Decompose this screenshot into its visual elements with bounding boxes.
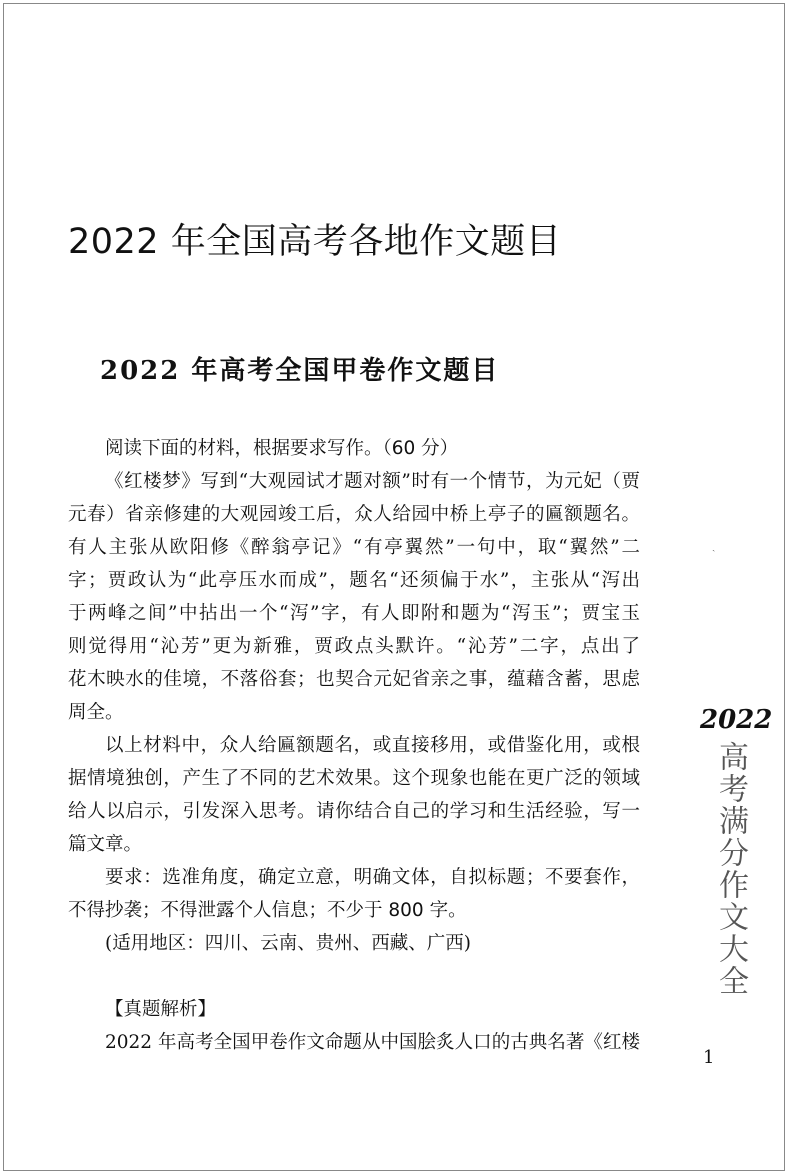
text-line: 要求：选准角度，确定立意，明确文体，自拟标题；不要套作，	[105, 867, 640, 888]
text-line: 元春）省亲修建的大观园竣工后，众人给园中桥上亭子的匾额题名。	[68, 504, 640, 525]
applicable-regions: (适用地区：四川、云南、贵州、西藏、广西)	[105, 933, 471, 954]
text-line: 篇文章。	[68, 834, 143, 855]
side-banner-text: 高考满分作文大全	[713, 741, 748, 997]
scan-mark: ˏ	[712, 541, 716, 552]
text-line: 据情境独创，产生了不同的艺术效果。这个现象也能在更广泛的领域	[68, 768, 640, 789]
paragraph-2	[68, 729, 640, 861]
page-number: 1	[703, 1047, 715, 1068]
text-line: 不得抄袭；不得泄露个人信息；不少于 800 字。	[68, 900, 467, 921]
requirements	[68, 861, 640, 927]
page-title: 2022 年全国高考各地作文题目	[68, 222, 562, 262]
text-line: 有人主张从欧阳修《醉翁亭记》“有亭翼然”一句中，取“翼然”二	[68, 537, 640, 558]
analysis-heading: 【真题解析】	[105, 999, 217, 1020]
text-line: 于两峰之间”中拈出一个“泻”字，有人即附和题为“泻玉”；贾宝玉	[68, 603, 640, 624]
analysis-text: 2022 年高考全国甲卷作文命题从中国脍炙人口的古典名著《红楼	[105, 1032, 640, 1053]
side-banner-year: 2022	[700, 705, 773, 735]
text-line: 则觉得用“沁芳”更为新雅，贾政点头默许。“沁芳”二字，点出了	[68, 636, 640, 657]
side-banner	[700, 705, 773, 997]
essay-prompt	[68, 432, 640, 1059]
text-line: 给人以启示，引发深入思考。请你结合自己的学习和生活经验，写一	[68, 801, 640, 822]
paragraph-1	[68, 465, 640, 729]
section-title: 2022 年高考全国甲卷作文题目	[100, 356, 500, 386]
text-line: 字；贾政认为“此亭压水而成”，题名“还须偏于水”，主张从“泻出	[68, 570, 640, 591]
text-line: 周全。	[68, 702, 124, 723]
instruction: 阅读下面的材料，根据要求写作。（60 分）	[105, 438, 459, 459]
text-line: 以上材料中，众人给匾额题名，或直接移用，或借鉴化用，或根	[105, 735, 640, 756]
text-line: 《红楼梦》写到“大观园试才题对额”时有一个情节，为元妃（贾	[105, 471, 640, 492]
text-line: 花木映水的佳境，不落俗套；也契合元妃省亲之事，蕴藉含蓄，思虑	[68, 669, 640, 690]
